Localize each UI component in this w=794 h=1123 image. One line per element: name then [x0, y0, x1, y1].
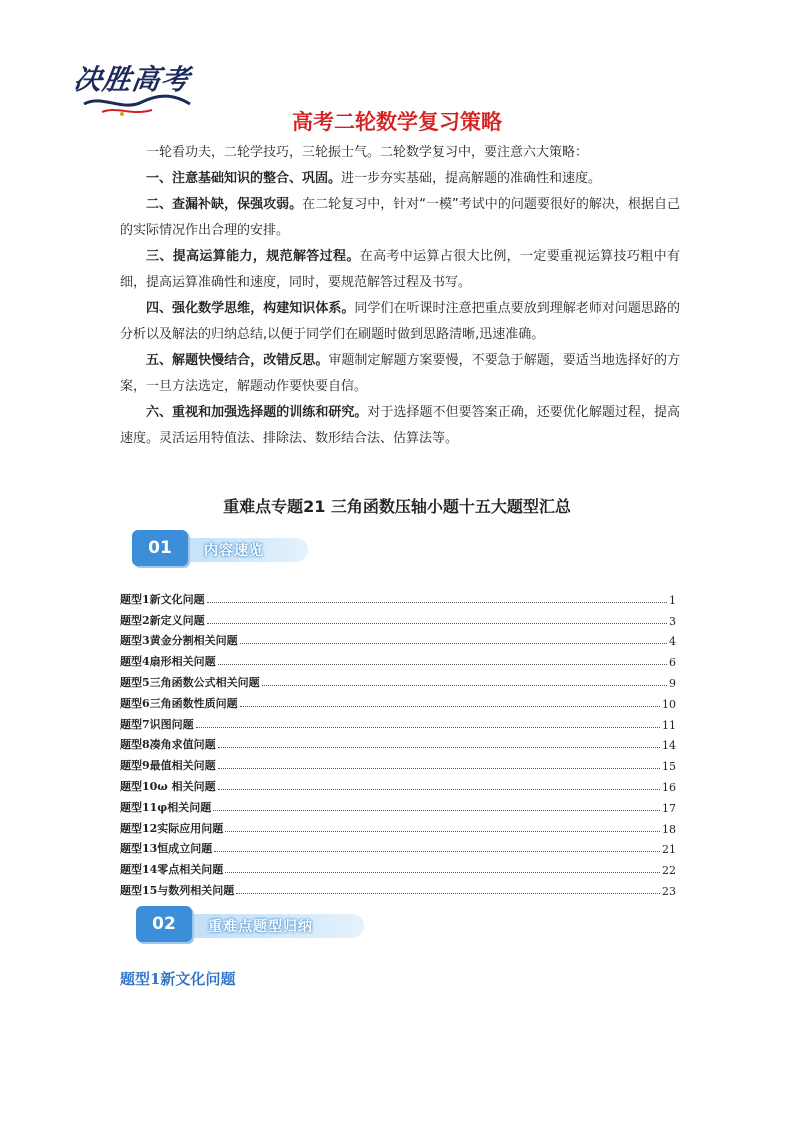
toc-leader [236, 892, 660, 894]
toc-leader [207, 601, 667, 603]
toc-item[interactable] [120, 586, 676, 607]
table-of-contents [120, 586, 676, 898]
toc-label: 题型3黄金分割相关问题 [120, 634, 238, 648]
toc-page: 21 [662, 843, 676, 857]
toc-item[interactable] [120, 732, 676, 753]
toc-item[interactable] [120, 607, 676, 628]
toc-page: 23 [662, 884, 676, 898]
banner-label: 内容速览 [204, 543, 264, 559]
strategy-head: 三、提高运算能力，规范解答过程。 [146, 249, 360, 264]
toc-leader [196, 726, 660, 728]
logo-text: 决胜高考 [71, 63, 193, 96]
toc-label: 题型12实际应用问题 [120, 821, 224, 835]
strategy-body: 在高考中运算占很大比例，一定要重视运算技巧粗中有细，提高运算准确性和速度，同时，要规范解答过程及书写。 [120, 249, 680, 290]
toc-label: 题型7识图问题 [120, 717, 194, 731]
toc-leader [207, 622, 667, 624]
toc-leader [225, 830, 660, 832]
strategy-head: 一、注意基础知识的整合、巩固。 [146, 171, 342, 186]
banner-number: 02 [136, 906, 192, 942]
strategy-6 [120, 400, 680, 452]
strategy-3 [120, 244, 680, 296]
toc-leader [218, 767, 660, 769]
toc-item[interactable] [120, 794, 676, 815]
toc-page: 17 [662, 801, 676, 815]
banner-key-types [136, 906, 364, 944]
toc-label: 题型2新定义问题 [120, 613, 205, 627]
toc-item[interactable] [120, 836, 676, 857]
intro-opening: 一轮看功夫，二轮学技巧，三轮振士气。二轮数学复习中，要注意六大策略： [146, 145, 589, 160]
toc-page: 16 [662, 780, 676, 794]
toc-leader [218, 663, 667, 665]
toc-item[interactable] [120, 648, 676, 669]
toc-label: 题型11φ相关问题 [120, 800, 212, 814]
toc-label: 题型9最值相关问题 [120, 759, 216, 773]
strategy-4 [120, 296, 680, 348]
toc-item[interactable] [120, 690, 676, 711]
toc-page: 14 [662, 739, 676, 753]
strategy-body: 同学们在听课时注意把重点要放到理解老师对问题思路的分析以及解法的归纳总结,以便于同学们在刷题时做到思路清晰,迅速准确。 [120, 301, 680, 342]
toc-item[interactable] [120, 815, 676, 836]
toc-item[interactable] [120, 752, 676, 773]
banner-content-overview [132, 530, 308, 568]
strategy-head: 五、解题快慢结合，改错反思。 [146, 353, 329, 368]
strategy-5 [120, 348, 680, 400]
strategy-head: 四、强化数学思维，构建知识体系。 [146, 301, 355, 316]
toc-page: 18 [662, 822, 676, 836]
toc-label: 题型1新文化问题 [120, 592, 205, 606]
strategy-head: 二、查漏补缺，保强攻弱。 [146, 197, 303, 212]
toc-leader [218, 788, 660, 790]
toc-page: 10 [662, 697, 676, 711]
toc-page: 11 [662, 718, 676, 732]
banner-label: 重难点题型归纳 [208, 919, 313, 935]
toc-label: 题型15与数列相关问题 [120, 883, 235, 897]
toc-leader [214, 850, 660, 852]
strategy-head: 六、重视和加强选择题的训练和研究。 [146, 405, 368, 420]
page-title: 高考二轮数学复习策略 [292, 110, 502, 134]
strategy-body: 审题制定解题方案要慢，不要急于解题，要适当地选择好的方案，一旦方法选定，解题动作要快要自信。 [120, 353, 680, 394]
first-type-heading: 题型1新文化问题 [120, 970, 236, 988]
toc-label: 题型10ω 相关问题 [120, 779, 216, 793]
toc-leader [213, 809, 660, 811]
strategy-body: 进一步夯实基础，提高解题的准确性和速度。 [341, 171, 602, 186]
toc-label: 题型14零点相关问题 [120, 863, 224, 877]
toc-item[interactable] [120, 711, 676, 732]
toc-page: 9 [669, 676, 676, 690]
toc-page: 3 [669, 614, 676, 628]
toc-label: 题型13恒成立问题 [120, 842, 213, 856]
toc-item[interactable] [120, 669, 676, 690]
toc-leader [240, 705, 660, 707]
toc-item[interactable] [120, 773, 676, 794]
banner-number: 01 [132, 530, 188, 566]
intro-section [120, 140, 680, 452]
toc-page: 15 [662, 760, 676, 774]
strategy-2 [120, 192, 680, 244]
strategy-body: 对于选择题不但要答案正确，还要优化解题过程，提高速度。灵活运用特值法、排除法、数形结合法、估算法等。 [120, 405, 680, 446]
toc-page: 1 [669, 593, 676, 607]
toc-item[interactable] [120, 628, 676, 649]
toc-page: 22 [662, 864, 676, 878]
toc-label: 题型5三角函数公式相关问题 [120, 675, 260, 689]
toc-item[interactable] [120, 856, 676, 877]
toc-leader [262, 684, 667, 686]
toc-leader [218, 746, 660, 748]
toc-leader [225, 871, 660, 873]
strategy-1 [120, 166, 680, 192]
toc-label: 题型6三角函数性质问题 [120, 696, 238, 710]
toc-label: 题型8凑角求值问题 [120, 738, 216, 752]
toc-leader [240, 642, 667, 644]
toc-page: 4 [669, 635, 676, 649]
strategy-body: 在二轮复习中，针对“一模”考试中的问题要很好的解决，根据自己的实际情况作出合理的安排。 [120, 197, 680, 238]
toc-label: 题型4扇形相关问题 [120, 655, 216, 669]
section-title: 重难点专题21 三角函数压轴小题十五大题型汇总 [223, 497, 571, 516]
toc-page: 6 [669, 656, 676, 670]
toc-item[interactable] [120, 877, 676, 898]
